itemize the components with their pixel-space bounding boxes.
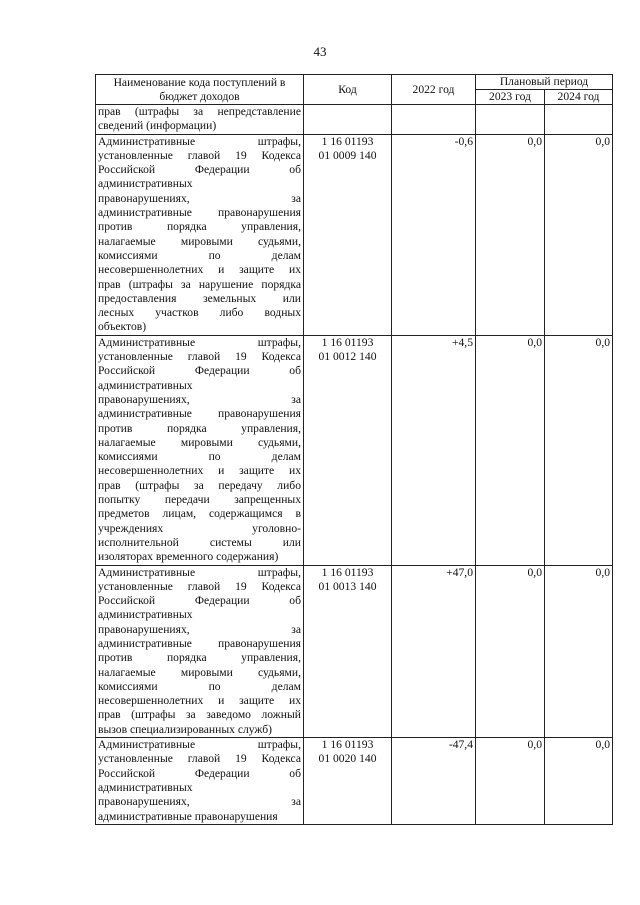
row-name-line: административных [98, 378, 193, 392]
row-value-2022: -47,4 [392, 738, 476, 825]
row-code-cell [304, 565, 392, 738]
row-name-line: установленные главой 19 Кодекса [98, 148, 301, 162]
table-row [96, 105, 613, 135]
row-value-2023: 0,0 [476, 738, 545, 825]
row-name-line: Российской Федерации об [98, 163, 301, 177]
row-name-line: изоляторах временного содержания) [98, 550, 279, 564]
row-name-line: административные правонарушения [98, 636, 301, 650]
row-name-line: Российской Федерации об [98, 364, 301, 378]
revenue-table [95, 74, 613, 825]
row-name-line: сведений (информации) [98, 119, 217, 133]
row-value-2023: 0,0 [476, 134, 545, 335]
row-name-line: Российской Федерации об [98, 594, 301, 608]
row-name-cell [96, 738, 304, 825]
row-name-line: несовершеннолетних и защите их [98, 694, 301, 708]
row-name-line: прав (штрафы за нарушение порядка [98, 277, 301, 291]
row-name-line: попытку передачи запрещенных [98, 493, 301, 507]
row-code-cell [304, 738, 392, 825]
row-name-line: учреждениях уголовно- [98, 521, 301, 535]
table-row [96, 335, 613, 565]
row-name-cell [96, 565, 304, 738]
row-name-line: лесных участков либо водных [98, 306, 301, 320]
row-name-line: прав (штрафы за непредставление [98, 105, 301, 118]
row-name-line: правонарушениях, за [98, 392, 301, 406]
row-name-line: установленные главой 19 Кодекса [98, 350, 301, 364]
table-row [96, 565, 613, 738]
row-value-2024: 0,0 [545, 335, 613, 565]
row-name-line: прав (штрафы за передачу либо [98, 478, 301, 492]
row-name-line: Российской Федерации об [98, 766, 301, 780]
row-name-line: против порядка управления, [98, 220, 301, 234]
row-name-line: административных [98, 780, 193, 794]
row-name-line: установленные главой 19 Кодекса [98, 752, 301, 766]
row-name-line: Административные штрафы, [98, 335, 301, 349]
row-value-2024 [545, 105, 613, 135]
row-name-line: несовершеннолетних и защите их [98, 464, 301, 478]
row-code-line: 01 0020 140 [318, 752, 377, 766]
row-value-2023 [476, 105, 545, 135]
row-value-2022 [392, 105, 476, 135]
row-code-line: 1 16 01193 [321, 335, 374, 349]
row-code-line: 1 16 01193 [321, 565, 374, 579]
row-name-cell [96, 105, 304, 135]
row-name-line: административные правонарушения [98, 809, 278, 823]
row-code-cell [304, 335, 392, 565]
row-value-2023: 0,0 [476, 335, 545, 565]
header-2024: 2024 год [545, 90, 613, 105]
row-code-line: 01 0013 140 [318, 579, 377, 593]
row-name-line: правонарушениях, за [98, 622, 301, 636]
row-name-cell [96, 335, 304, 565]
header-code: Код [304, 75, 392, 105]
header-plan-period: Плановый период [476, 75, 613, 90]
row-value-2023: 0,0 [476, 565, 545, 738]
row-name-line: Административные штрафы, [98, 134, 301, 148]
row-value-2024: 0,0 [545, 134, 613, 335]
row-value-2022: -0,6 [392, 134, 476, 335]
row-name-line: вызов специализированных служб) [98, 722, 273, 736]
table-row [96, 738, 613, 825]
row-name-line: против порядка управления, [98, 421, 301, 435]
row-name-line: Административные штрафы, [98, 738, 301, 752]
row-code-cell [304, 105, 392, 135]
header-name: Наименование кода поступлений в бюджет доходов [96, 75, 304, 105]
row-code-line: 01 0009 140 [318, 148, 377, 162]
row-name-line: несовершеннолетних и защите их [98, 263, 301, 277]
row-value-2022: +47,0 [392, 565, 476, 738]
row-name-cell [96, 134, 304, 335]
header-2023: 2023 год [476, 90, 545, 105]
row-value-2022: +4,5 [392, 335, 476, 565]
row-name-line: правонарушениях, за [98, 795, 301, 809]
row-name-line: предметов лицам, содержащимся в [98, 507, 301, 521]
row-name-line: административных [98, 177, 193, 191]
row-code-line: 01 0012 140 [318, 350, 377, 364]
row-code-cell [304, 134, 392, 335]
row-name-line: предоставления земельных или [98, 291, 301, 305]
row-name-line: административные правонарушения [98, 206, 301, 220]
page-number: 43 [313, 44, 327, 59]
row-name-line: исполнительной системы или [98, 535, 301, 549]
header-2022: 2022 год [392, 75, 476, 105]
row-name-line: против порядка управления, [98, 651, 301, 665]
row-name-line: объектов) [98, 320, 147, 334]
table-body [96, 105, 613, 825]
row-value-2024: 0,0 [545, 565, 613, 738]
row-name-line: налагаемые мировыми судьями, [98, 234, 301, 248]
row-code-line: 1 16 01193 [321, 134, 374, 148]
row-name-line: налагаемые мировыми судьями, [98, 435, 301, 449]
row-name-line: комиссиями по делам [98, 450, 301, 464]
table-row [96, 134, 613, 335]
row-name-line: прав (штрафы за заведомо ложный [98, 708, 301, 722]
row-name-line: административных [98, 608, 193, 622]
row-name-line: налагаемые мировыми судьями, [98, 665, 301, 679]
row-name-line: установленные главой 19 Кодекса [98, 579, 301, 593]
row-name-line: комиссиями по делам [98, 248, 301, 262]
row-name-line: правонарушениях, за [98, 191, 301, 205]
row-name-line: административные правонарушения [98, 407, 301, 421]
row-name-line: Административные штрафы, [98, 565, 301, 579]
row-code-line: 1 16 01193 [321, 738, 374, 752]
row-value-2024: 0,0 [545, 738, 613, 825]
row-name-line: комиссиями по делам [98, 679, 301, 693]
